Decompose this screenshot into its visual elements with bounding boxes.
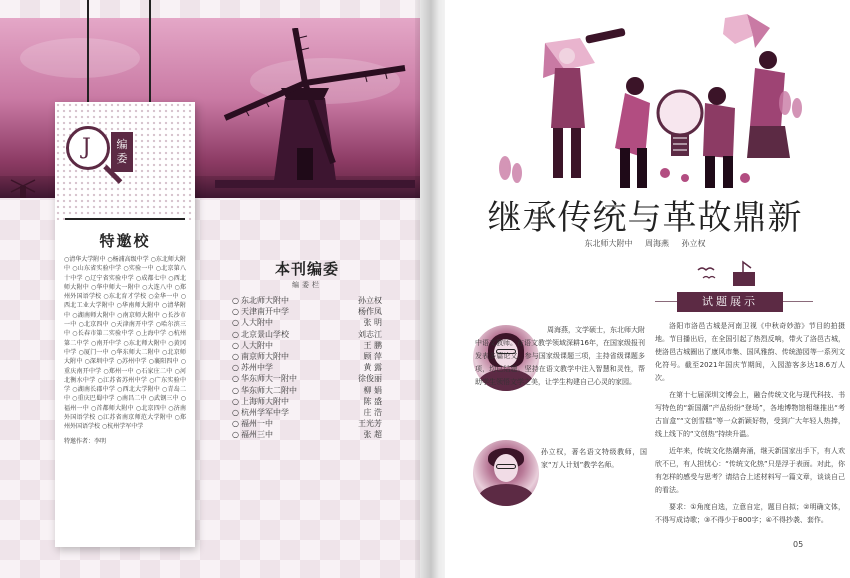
- school-entry: ○深圳中学: [84, 358, 115, 366]
- school-entry: ○金华一中: [148, 293, 179, 301]
- school-entry: ○杨浦高级中学: [107, 256, 149, 263]
- paragraph: 近年来，传统文化热潮奔涌，继天新国家出手下，有人欢欣不已，有人担忧心：“传统文化热”只是浮于表面。对此，你有怎样的感受与思考？请结合上述材料写一篇文章，谈谈自己的看法。: [655, 447, 845, 494]
- school-entry: ○襄阳四中: [148, 358, 179, 366]
- paragraph: 洛阳市洛邑古城是河南卫视《中秋奇妙游》节目的拍摄地。节目播出后，在全国引起了热烈反响，带火了洛邑古城，使洛邑古城圈出了康风市集、国风雅韵、传统游园等一系列文化符号。截至2021年国庆节期间，入园游客多达18.6万人次。: [655, 322, 845, 382]
- school-entry: ○青岛二中: [64, 386, 186, 403]
- board-row: [232, 306, 382, 317]
- school-entry: ○清华附中: [64, 302, 186, 319]
- board-title: 本刊编委: [274, 260, 339, 278]
- board-member-name: 杨作凤: [358, 307, 382, 317]
- byline-school: 东北师大附中: [584, 239, 633, 248]
- author-label: 特邀作者：: [64, 437, 95, 445]
- school-entry: ○福州一中: [64, 395, 186, 412]
- school-entry: ○长沙市一中: [64, 311, 186, 329]
- right-page: [445, 0, 850, 578]
- article-title: 继承传统与革故鼎新: [487, 198, 803, 238]
- school-entry: ○石家庄二中: [135, 367, 173, 375]
- author-photo: [473, 440, 539, 506]
- school-entry: ○黄冈中学: [64, 339, 186, 356]
- board-row: [232, 295, 382, 306]
- school-entry: ○华南师大附中: [116, 302, 160, 310]
- board-row: [232, 317, 382, 328]
- author-name: 李明: [94, 437, 107, 445]
- school-entry: ○南京师大附中: [117, 311, 161, 319]
- school-entry: ○湖南师大附中: [72, 311, 116, 319]
- school-entry: ○北京师大附中: [64, 348, 186, 366]
- school-entry: ○重庆南开中学: [64, 358, 186, 375]
- board-unit: ○ 苏州中学: [232, 362, 273, 373]
- board-row: [232, 340, 382, 351]
- school-entry: ○山东省实验中学: [72, 265, 122, 273]
- board-unit: ○ 上海师大附中: [232, 396, 289, 407]
- school-entry: ○重庆巴蜀中学: [72, 395, 115, 403]
- article-body: [655, 320, 845, 531]
- board-subtitle: 编委栏: [292, 281, 322, 289]
- board-member-name: 庄 浩: [363, 408, 382, 418]
- school-entry: ○东北师大附中: [64, 256, 186, 273]
- school-entry: ○郑州外国语学校: [64, 414, 186, 431]
- school-entry: ○杭州学军中学: [102, 423, 144, 431]
- board-row: [232, 362, 382, 373]
- badge-char: 委: [116, 152, 128, 165]
- board-list: [232, 295, 382, 441]
- board-member-name: 孙立权: [358, 296, 382, 305]
- school-entry: ○华东师大二附中: [110, 348, 161, 356]
- school-entry: ○华中师大一附中: [90, 283, 141, 291]
- school-entry: ○北京四中: [78, 321, 109, 329]
- school-entry: ○江苏省南京师范大学附中: [97, 414, 173, 422]
- board-member-name: 刘志江: [358, 329, 382, 339]
- school-entry: ○实验一中: [123, 265, 154, 273]
- board-row: [232, 329, 382, 340]
- school-list: [55, 251, 195, 432]
- author-bio: 孙立权，著名语文特级教师，国家“万人计划”教学名师。: [541, 448, 647, 469]
- left-page: [0, 0, 420, 578]
- hanging-string: [149, 0, 151, 108]
- school-entry: ○北京第八十中学: [64, 265, 186, 282]
- school-entry: ○北京四中: [135, 404, 167, 412]
- board-row: [232, 429, 382, 440]
- board-unit: ○ 北京景山学校: [232, 329, 289, 340]
- board-row: [232, 351, 382, 362]
- school-entry: ○郑州一中: [103, 367, 134, 375]
- windmill-icon: [215, 28, 415, 198]
- board-member-name: 柳 娟: [363, 385, 382, 395]
- school-entry: ○天津南开中学: [110, 321, 154, 329]
- card-badge-area: [55, 102, 195, 220]
- board-member-name: 王光芳: [358, 419, 382, 429]
- section-rule-left: [655, 301, 677, 302]
- school-entry: ○辽宁省实验中学: [84, 274, 134, 282]
- byline-author: 孙立权: [681, 239, 706, 248]
- section-header: 试题展示: [677, 292, 783, 312]
- board-member-name: 张 超: [363, 430, 382, 440]
- school-entry: ○湖南长郡中学: [72, 386, 116, 394]
- school-entry: ○苏州中学: [116, 358, 147, 366]
- birds-book-icon: [693, 258, 763, 292]
- board-unit: ○ 东北师大附中: [232, 295, 289, 306]
- school-entry: ○杭州第二中学: [64, 330, 186, 347]
- board-member-name: 顾 萍: [363, 352, 382, 362]
- author-bio: 周海燕，文学硕士，东北师大附中语文教师。在语文教学领域深耕16年，在国家级报刊发表多篇论文，参与国家级课题三项，主持省级课题多项，均已结题。坚持在语文教学中注入智慧和灵性，帮助学生领悟文学之美，让学生构建自己心灵的家园。: [475, 326, 645, 386]
- board-unit: ○ 人大附中: [232, 340, 273, 351]
- school-entry: ○武钢三中: [148, 395, 179, 403]
- badge-char: 编: [116, 138, 128, 151]
- school-entry: ○郑州外国语学校: [64, 283, 186, 301]
- cloud: [20, 38, 140, 78]
- school-entry: ○东北育才学校: [103, 293, 147, 301]
- small-windmill-icon: [8, 176, 38, 198]
- board-unit: ○ 人大附中: [232, 317, 273, 328]
- board-row: [232, 373, 382, 384]
- editorial-board: [232, 258, 382, 441]
- board-row: [232, 407, 382, 418]
- school-entry: ○济南外国语学校: [64, 404, 186, 422]
- section-rule-right: [783, 301, 813, 302]
- school-entry: ○河北衡水中学: [64, 367, 186, 384]
- hanging-string: [87, 0, 89, 108]
- board-row: [232, 385, 382, 396]
- school-entry: ○西北工业大学附中: [64, 293, 186, 310]
- board-unit: ○ 福州一中: [232, 418, 273, 429]
- school-entry: ○成都七中: [135, 274, 167, 282]
- card-title: 特邀校: [99, 232, 151, 250]
- byline: [445, 238, 845, 249]
- school-entry: ○哈尔滨三中: [64, 321, 186, 338]
- school-entry: ○清华大学附中: [64, 256, 106, 263]
- special-schools-card: [55, 102, 195, 547]
- editorial-badge: [111, 132, 133, 172]
- school-entry: ○广东实验中学: [64, 376, 186, 394]
- paragraph: 要求：①角度自选，立意自定，题目自拟；②明确文体，不得写成诗歌；③不得少于800字；④不得抄袭、套作。: [655, 503, 845, 524]
- school-entry: ○大连八中: [142, 283, 173, 291]
- board-unit: ○ 南京师大附中: [232, 351, 289, 362]
- divider: [65, 218, 185, 220]
- school-entry: ○厦门一中: [78, 348, 109, 356]
- school-entry: ○西北师大附中: [64, 274, 186, 291]
- magnifier-icon: [66, 126, 110, 170]
- board-member-name: 张 明: [363, 318, 382, 328]
- school-entry: ○南昌二中: [116, 395, 147, 403]
- page-number: 05: [793, 540, 804, 549]
- board-member-name: 黄 露: [363, 363, 382, 373]
- board-unit: ○ 福州三中: [232, 429, 273, 440]
- board-unit: ○ 杭州学军中学: [232, 407, 289, 418]
- school-entry: ○西北大学附中: [117, 386, 161, 394]
- badge-glyph: J: [82, 135, 91, 160]
- board-member-name: 徐俊丽: [358, 374, 382, 384]
- board-unit: ○ 华东师大二附中: [232, 385, 297, 396]
- school-entry: ○南开中学: [90, 339, 122, 347]
- school-entry: ○江苏省苏州中学: [97, 376, 148, 384]
- school-entry: ○长春市第二实验中学: [72, 330, 134, 338]
- byline-author: 周海燕: [645, 239, 669, 248]
- illustration-people-puzzle: [485, 8, 805, 193]
- board-unit: ○ 华东师大一附中: [232, 373, 297, 384]
- board-row: [232, 396, 382, 407]
- board-row: [232, 418, 382, 429]
- board-unit: ○ 天津南开中学: [232, 306, 289, 317]
- school-entry: ○上海中学: [135, 330, 167, 338]
- paragraph: 在第十七届深圳文博会上，融合传统文化与现代科技、书写特色的“新国潮”产品纷纷“登场”，各地博物馆相继推出“考古盲盒”“文创雪糕”等一众新颖好物，受到广大年轻人热捧，线上线下的“文创热”持续升温。: [655, 391, 845, 438]
- school-entry: ○首都师大附中: [90, 404, 134, 412]
- special-author-line: [55, 432, 195, 445]
- school-entry: ○东北师大附中: [123, 339, 167, 347]
- board-member-name: 王 鹏: [363, 340, 382, 350]
- board-member-name: 陈 盛: [363, 396, 382, 406]
